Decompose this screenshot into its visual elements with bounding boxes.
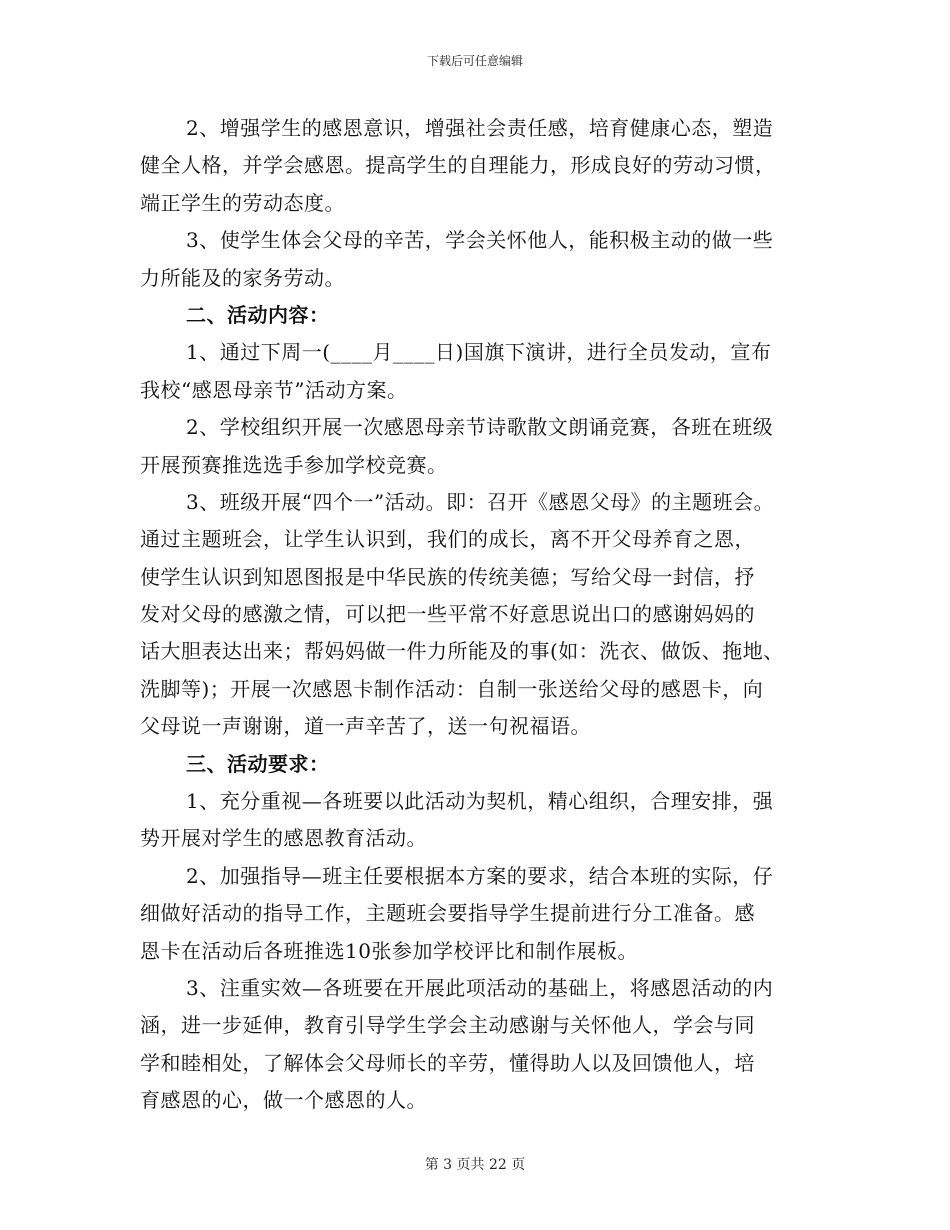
text-line: 细做好活动的指导工作，主题班会要指导学生提前进行分工准备。感 — [140, 901, 755, 926]
section-heading: 二、活动内容： — [186, 302, 330, 327]
text-line: 2、加强指导—班主任要根据本方案的要求，结合本班的实际，仔 — [186, 863, 774, 888]
text-line: 力所能及的家务劳动。 — [140, 265, 345, 290]
text-line: 恩卡在活动后各班推选10张参加学校评比和制作展板。 — [140, 938, 638, 963]
text-line: 涵，进一步延伸，教育引导学生学会主动感谢与关怀他人，学会与同 — [140, 1013, 755, 1038]
text-line: 洗脚等)；开展一次感恩卡制作活动：自制一张送给父母的感恩卡，向 — [140, 676, 764, 701]
text-line: 使学生认识到知恩图报是中华民族的传统美德；写给父母一封信，抒 — [140, 564, 755, 589]
text-line: 育感恩的心，做一个感恩的人。 — [140, 1088, 427, 1113]
text-line: 我校“感恩母亲节”活动方案。 — [140, 377, 408, 402]
text-line: 3、使学生体会父母的辛苦，学会关怀他人，能积极主动的做一些 — [186, 228, 774, 253]
page-footer: 第 3 页共 22 页 — [424, 1157, 526, 1173]
text-line: 2、学校组织开展一次感恩母亲节诗歌散文朗诵竞赛，各班在班级 — [186, 415, 774, 440]
section-heading: 三、活动要求： — [186, 751, 330, 776]
text-line: 3、班级开展“四个一”活动。即：召开《感恩父母》的主题班会。 — [186, 489, 775, 514]
text-line: 势开展对学生的感恩教育活动。 — [140, 826, 427, 851]
text-line: 端正学生的劳动态度。 — [140, 190, 345, 215]
text-line: 学和睦相处，了解体会父母师长的辛劳，懂得助人以及回馈他人，培 — [140, 1050, 755, 1075]
text-line: 1、充分重视—各班要以此活动为契机，精心组织，合理安排，强 — [186, 789, 774, 814]
text-line: 发对父母的感激之情，可以把一些平常不好意思说出口的感谢妈妈的 — [140, 602, 755, 627]
text-line: 话大胆表达出来；帮妈妈做一件力所能及的事(如：洗衣、做饭、拖地、 — [140, 639, 784, 664]
text-line: 通过主题班会，让学生认识到，我们的成长，离不开父母养育之恩， — [140, 527, 755, 552]
text-line: 1、通过下周一(____月____日)国旗下演讲，进行全员发动，宣布 — [186, 340, 772, 365]
text-line: 健全人格，并学会感恩。提高学生的自理能力，形成良好的劳动习惯， — [140, 153, 776, 178]
text-line: 开展预赛推选选手参加学校竞赛。 — [140, 452, 448, 477]
text-line: 父母说一声谢谢，道一声辛苦了，送一句祝福语。 — [140, 714, 591, 739]
document-body — [140, 110, 830, 1120]
text-line: 2、增强学生的感恩意识，增强社会责任感，培育健康心态，塑造 — [186, 116, 774, 140]
page-header: 下载后可任意编辑 — [426, 54, 523, 68]
text-line: 3、注重实效—各班要在开展此项活动的基础上，将感恩活动的内 — [186, 975, 774, 1000]
